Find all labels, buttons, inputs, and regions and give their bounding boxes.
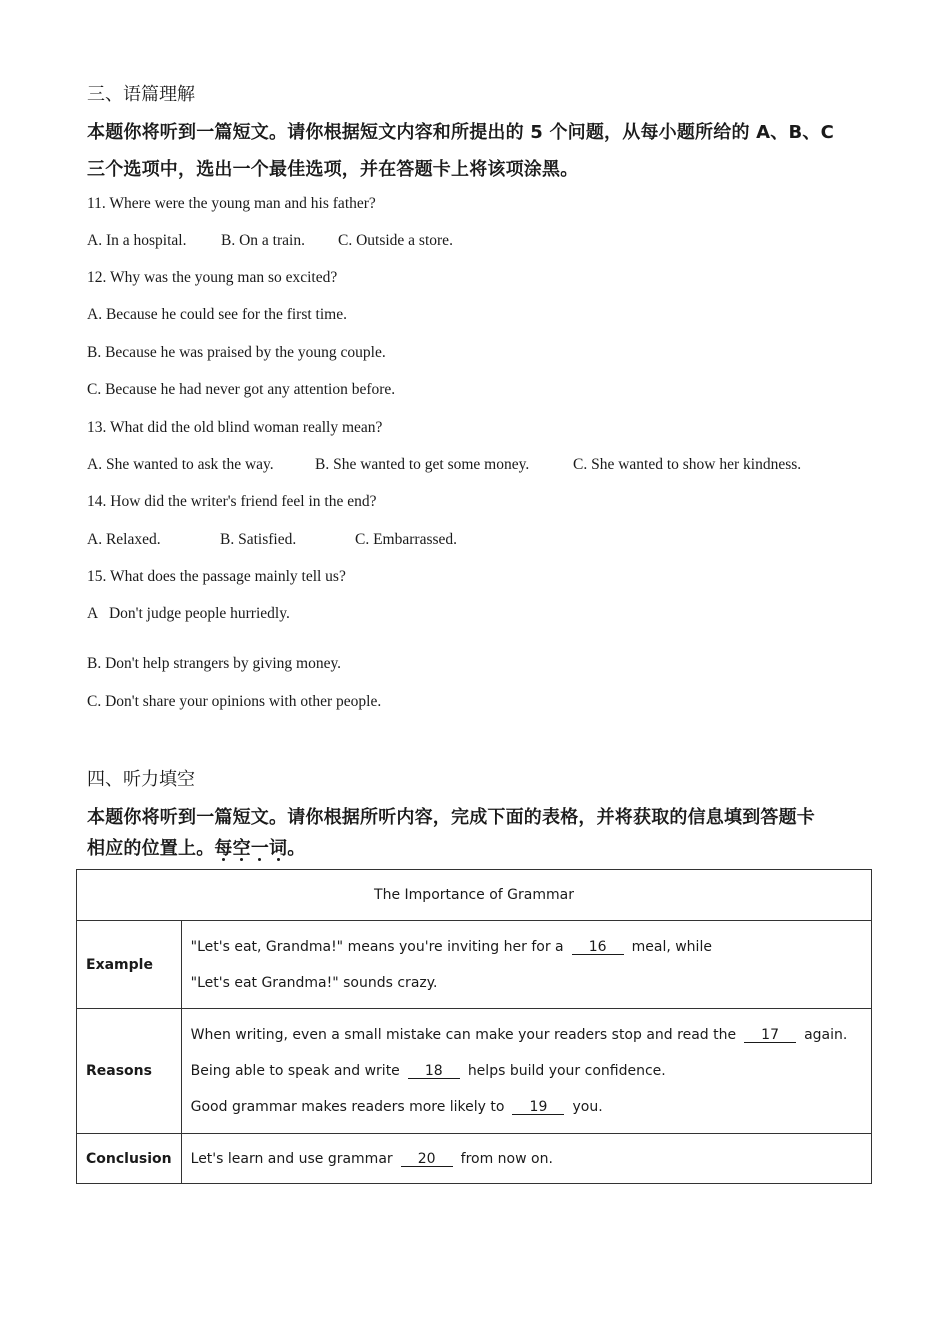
emphasis-char: 词 xyxy=(269,838,288,859)
option-13-a[interactable]: A. She wanted to ask the way. xyxy=(87,456,274,473)
blank-17[interactable]: 17 xyxy=(744,1028,796,1043)
question-13-stem: 13. What did the old blind woman really mean? xyxy=(87,419,383,436)
emphasis-char: 每 xyxy=(214,838,233,859)
option-15-a[interactable]: A Don't judge people hurriedly. xyxy=(87,605,290,622)
row-content-example xyxy=(181,921,871,1009)
reasons-line3-before: Good grammar makes readers more likely to xyxy=(190,1099,505,1115)
instruction-end: 。 xyxy=(287,838,306,859)
blank-19[interactable]: 19 xyxy=(512,1100,564,1115)
table-title: The Importance of Grammar xyxy=(77,870,872,921)
row-label-reasons: Reasons xyxy=(77,1009,182,1134)
emphasis-char: 空 xyxy=(232,838,251,859)
reasons-line2-after: helps build your confidence. xyxy=(467,1063,666,1079)
example-line2: "Let's eat Grandma!" sounds crazy. xyxy=(190,974,438,991)
question-14-options xyxy=(87,531,457,549)
emphasis-char: 一 xyxy=(250,838,270,859)
example-text-after: meal, while xyxy=(631,938,712,955)
option-11-c[interactable]: C. Outside a store. xyxy=(338,232,453,249)
option-14-a[interactable]: A. Relaxed. xyxy=(87,531,161,548)
blank-18[interactable]: 18 xyxy=(408,1064,460,1079)
option-11-b[interactable]: B. On a train. xyxy=(221,232,305,249)
grammar-table xyxy=(76,869,872,1184)
option-15-b[interactable]: B. Don't help strangers by giving money. xyxy=(87,655,342,672)
reasons-line1-before: When writing, even a small mistake can make your readers stop and read the xyxy=(190,1027,737,1043)
conclusion-after: from now on. xyxy=(460,1150,553,1167)
section3-title: 三、语篇理解 xyxy=(87,84,195,105)
question-13-options xyxy=(87,456,801,474)
question-15-stem: 15. What does the passage mainly tell us? xyxy=(87,568,346,585)
row-label-example: Example xyxy=(77,921,182,1009)
option-14-c[interactable]: C. Embarrassed. xyxy=(355,531,458,548)
option-11-a[interactable]: A. In a hospital. xyxy=(87,232,187,249)
reasons-line2-before: Being able to speak and write xyxy=(190,1063,400,1079)
question-11-options xyxy=(87,232,453,250)
option-13-c[interactable]: C. She wanted to show her kindness. xyxy=(573,456,802,473)
option-13-b[interactable]: B. She wanted to get some money. xyxy=(315,456,530,473)
blank-16[interactable]: 16 xyxy=(572,940,624,955)
section3-instruction-line2: 三个选项中，选出一个最佳选项，并在答题卡上将该项涂黑。 xyxy=(87,159,579,180)
example-text-before: "Let's eat, Grandma!" means you're inviting her for a xyxy=(190,938,564,955)
reasons-line1-after: again. xyxy=(804,1027,848,1043)
blank-20[interactable]: 20 xyxy=(401,1152,453,1167)
row-content-conclusion xyxy=(181,1134,871,1184)
question-12-stem: 12. Why was the young man so excited? xyxy=(87,269,338,286)
row-content-reasons xyxy=(181,1009,871,1134)
option-12-a[interactable]: A. Because he could see for the first time. xyxy=(87,306,347,323)
section3-instruction-line1: 本题你将听到一篇短文。请你根据短文内容和所提出的 5 个问题，从每小题所给的 A、B、C xyxy=(87,122,834,143)
option-14-b[interactable]: B. Satisfied. xyxy=(220,531,297,548)
option-12-b[interactable]: B. Because he was praised by the young couple. xyxy=(87,344,386,361)
conclusion-before: Let's learn and use grammar xyxy=(190,1150,393,1167)
instruction-text: 相应的位置上。 xyxy=(87,838,215,859)
reasons-line3-after: you. xyxy=(572,1099,603,1115)
option-15-c[interactable]: C. Don't share your opinions with other people. xyxy=(87,693,382,710)
row-label-conclusion: Conclusion xyxy=(77,1134,182,1184)
question-11-stem: 11. Where were the young man and his father? xyxy=(87,195,376,212)
section4-instruction-line1: 本题你将听到一篇短文。请你根据所听内容，完成下面的表格，并将获取的信息填到答题卡 xyxy=(87,807,815,828)
section4-title: 四、听力填空 xyxy=(87,769,195,790)
section4-instruction-line2 xyxy=(87,834,305,860)
option-12-c[interactable]: C. Because he had never got any attention before. xyxy=(87,381,396,398)
question-14-stem: 14. How did the writer's friend feel in the end? xyxy=(87,493,377,510)
